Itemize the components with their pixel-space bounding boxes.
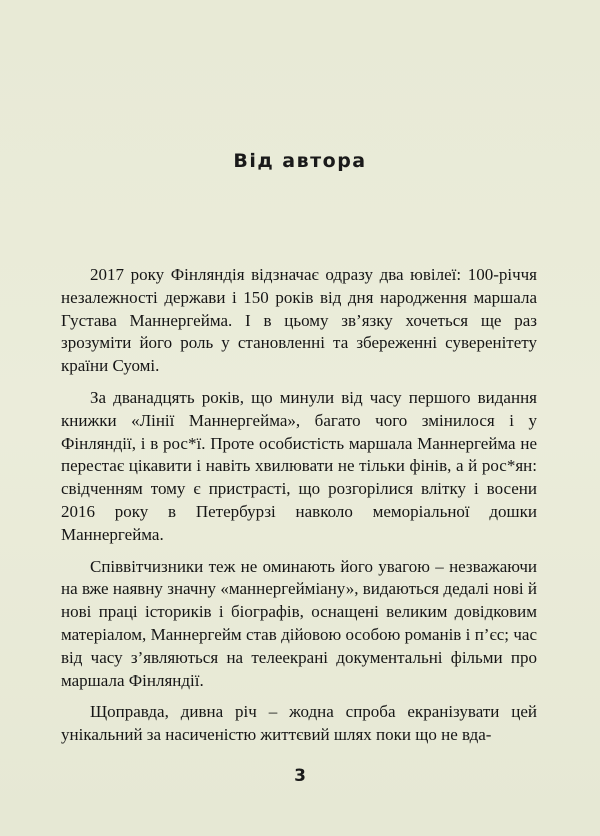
page-number: 3	[294, 766, 306, 786]
paragraph: 2017 року Фінляндія відзначає одразу два ювілеї: 100-річчя незалежності держави і 150 років від дня народження маршала Густава Маннергейма. І в цьому зв’язку хочеться ще раз зрозуміти його роль у становленні та збереженні суверенітету країни Суомі.	[61, 265, 537, 376]
paragraph: Співвітчизники теж не оминають його увагою – незважаючи на вже наявну значну «маннергейміану», видаються дедалі нові й нові праці істориків і біографів, оснащені великим довідковим матеріалом, Маннергейм став дійовою особою романів і п’єс; час від часу з’являються на телеекрані документальні фільми про маршала Фінляндії.	[61, 556, 537, 690]
chapter-heading: Від автора	[233, 150, 367, 172]
paragraph: Щоправда, дивна річ – жодна спроба екранізувати цей унікальний за насиченістю життєвий шлях поки що не вда-	[61, 702, 537, 745]
paragraph: За дванадцять років, що минули від часу першого видання книжки «Лінії Маннергейма», багато чого змінилося і у Фінляндії, і в рос*ї. Проте особистість маршала Маннергейма не перестає цікавити і навіть хвилювати не тільки фінів, а й рос*ян: свідченням тому є пристрасті, що розгорілися влітку і восени 2016 року в Петербурзі навколо меморіальної дошки Маннергейма.	[61, 387, 537, 544]
body-text	[61, 264, 537, 756]
